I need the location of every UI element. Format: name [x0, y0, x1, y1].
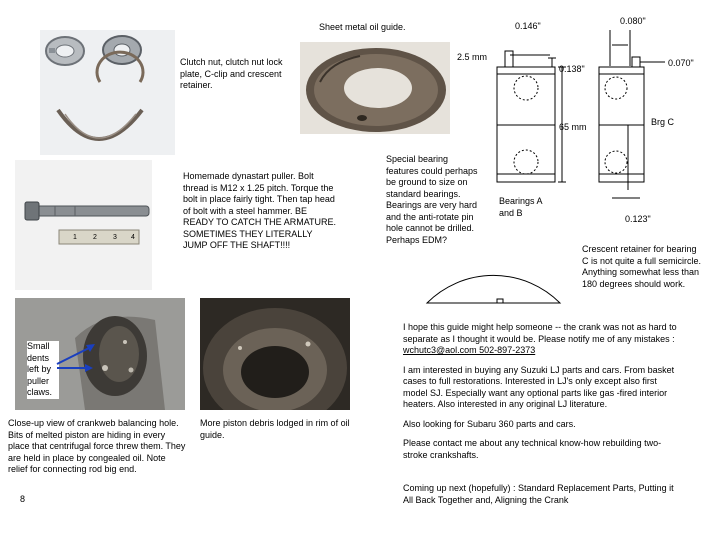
puller-caption: Homemade dynastart puller. Bolt thread is M12 x 1.25 pitch. Torque the bolt in place fairly tight. Then tap head of bolt with a steel hammer. BE READY TO CATCH THE ARMATURE. SOMETIMES THEY LITERALLY JUMP OFF THE SHAFT!!!! [183, 171, 337, 250]
dimension-0138: 0.138" [559, 64, 585, 74]
bearing-c-label: Brg C [651, 117, 675, 127]
note-technical: Please contact me about any technical know-how rebuilding two-stroke crankshafts. [403, 438, 662, 460]
coming-up-next: Coming up next (hopefully) : Standard Replacement Parts, Putting it All Back Together and, Aligning the Crank [403, 483, 674, 505]
dimension-0123: 0.123" [625, 214, 651, 224]
note-hope-guide [403, 322, 680, 357]
notes-block [403, 322, 680, 506]
dimension-0146: 0.146" [515, 21, 541, 31]
contact-info[interactable]: wchutc3@aol.com 502-897-2373 [403, 345, 536, 355]
clutch-parts-caption: Clutch nut, clutch nut lock plate, C-clip and crescent retainer. [180, 57, 283, 90]
piston-debris-caption: More piston debris lodged in rim of oil guide. [200, 418, 350, 440]
small-dents-caption: Small dents left by puller claws. [27, 341, 59, 399]
note-subaru: Also looking for Subaru 360 parts and cars. [403, 418, 576, 429]
note-buying-parts: I am interested in buying any Suzuki LJ parts and cars. From basket cases to full restorations. Interested in LJ's only except also first model SJ. Especially want any optional parts like gas -fired interior heaters. Also interested in any original LJ literature. [403, 364, 675, 409]
ruler-mark-4: 4 [131, 234, 135, 241]
dimension-0080: 0.080" [620, 16, 646, 26]
oil-guide-caption: Sheet metal oil guide. [319, 22, 406, 32]
note-hope-guide-text: I hope this guide might help someone -- the crank was not as hard to separate as I thought it would be. Please notify me of any mistakes : [403, 322, 677, 344]
bearings-ab-label: Bearings A and B [499, 196, 543, 218]
crankweb-caption: Close-up view of crankweb balancing hole. Bits of melted piston are hiding in every place that centrifugal force threw them. They are held in place by congealed oil. Note relief for connecting rod big end. [8, 418, 186, 474]
ruler-mark-3: 3 [113, 234, 117, 241]
dimension-0070: 0.070" [668, 58, 694, 68]
special-bearing-caption: Special bearing features could perhaps be ground to size on standard bearings. Bearings are very hard and the anti-rotate pin hole cannot be drilled. Perhaps EDM? [386, 154, 478, 245]
page-number: 8 [20, 494, 26, 504]
ruler-mark-1: 1 [73, 234, 77, 241]
dimension-65mm: 65 mm [559, 122, 587, 132]
crescent-caption: Crescent retainer for bearing C is not quite a full semicircle. Anything somewhat less than 180 degrees should work. [582, 244, 702, 289]
dimension-2-5mm: 2.5 mm [457, 52, 488, 62]
ruler-mark-2: 2 [93, 234, 97, 241]
